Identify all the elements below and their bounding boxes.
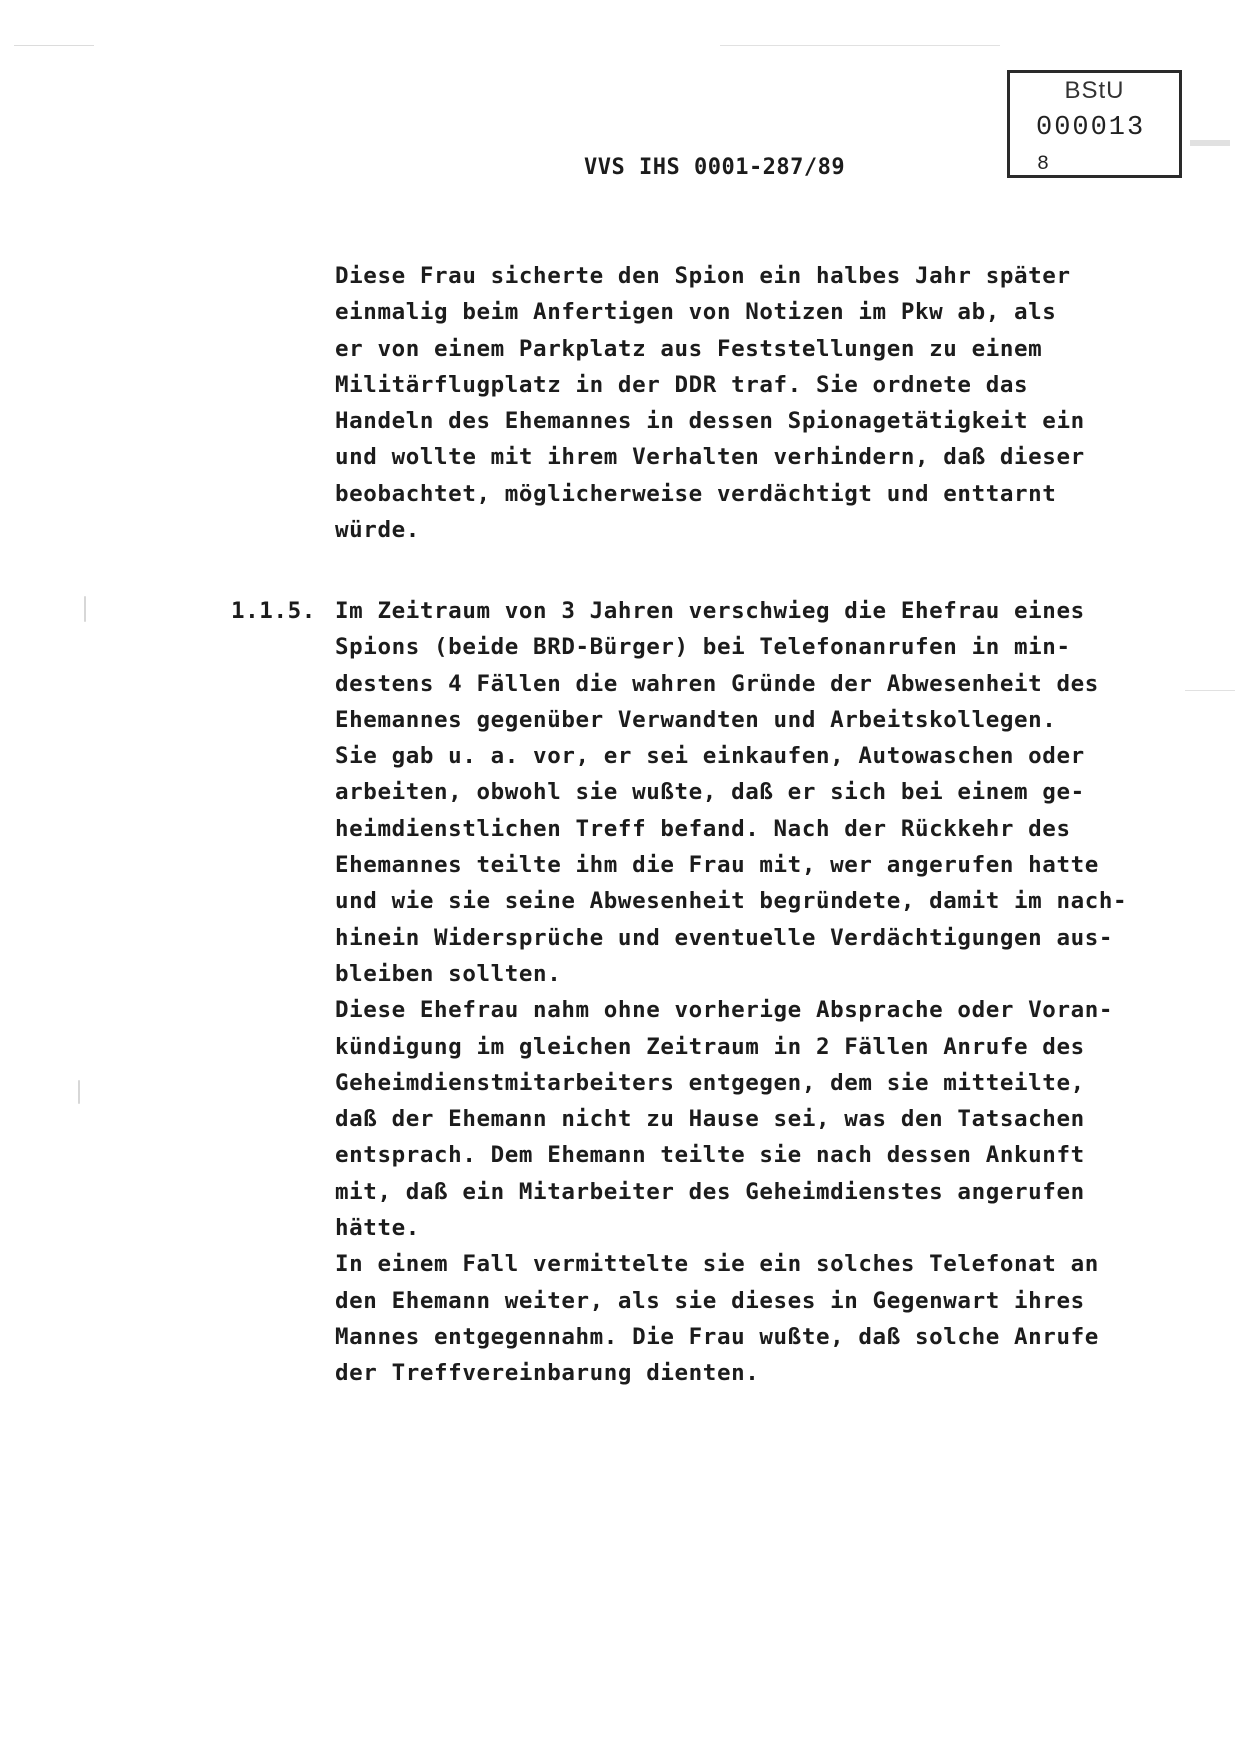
text-line: und wie sie seine Abwesenheit begründete, damit im nach- bbox=[335, 888, 1128, 915]
text-line: Spions (beide BRD-Bürger) bei Telefonanrufen in min- bbox=[335, 634, 1071, 661]
text-line: destens 4 Fällen die wahren Gründe der Abwesenheit des bbox=[335, 670, 1099, 697]
text-line: Diese Frau sicherte den Spion ein halbes Jahr später bbox=[335, 263, 1071, 289]
text-line: beobachtet, möglicherweise verdächtigt und enttarnt bbox=[335, 480, 1057, 507]
text-line: Diese Ehefrau nahm ohne vorherige Absprache oder Voran- bbox=[335, 997, 1114, 1024]
scan-artifact bbox=[1190, 140, 1230, 146]
document-reference: VVS IHS 0001-287/89 bbox=[584, 155, 846, 180]
scan-artifact bbox=[84, 596, 86, 622]
text-line: bleiben sollten. bbox=[335, 960, 562, 987]
paragraph-1 bbox=[335, 258, 1165, 548]
text-line: Ehemannes teilte ihm die Frau mit, wer angerufen hatte bbox=[335, 852, 1099, 879]
section-number: 1.1.5. bbox=[231, 598, 316, 624]
stamp-folio-number: 000013 bbox=[1036, 113, 1146, 143]
scan-artifact bbox=[14, 45, 94, 46]
text-line: Ehemannes gegenüber Verwandten und Arbeitskollegen. bbox=[335, 706, 1057, 733]
text-line: heimdienstlichen Treff befand. Nach der Rückkehr des bbox=[335, 815, 1071, 842]
text-line: der Treffvereinbarung dienten. bbox=[335, 1360, 760, 1387]
scan-artifact bbox=[720, 45, 1000, 46]
text-line: Sie gab u. a. vor, er sei einkaufen, Autowaschen oder bbox=[335, 743, 1085, 770]
text-line: würde. bbox=[335, 517, 420, 544]
text-line: mit, daß ein Mitarbeiter des Geheimdienstes angerufen bbox=[335, 1178, 1085, 1205]
stamp-archive-label: BStU bbox=[1064, 77, 1125, 104]
text-line: hinein Widersprüche und eventuelle Verdächtigungen aus- bbox=[335, 924, 1114, 951]
text-line: Im Zeitraum von 3 Jahren verschwieg die Ehefrau eines bbox=[335, 598, 1085, 624]
stamp-page-number: 8 bbox=[1037, 153, 1050, 176]
text-line: kündigung im gleichen Zeitraum in 2 Fällen Anrufe des bbox=[335, 1033, 1085, 1060]
archive-stamp bbox=[1007, 70, 1182, 178]
text-line: und wollte mit ihrem Verhalten verhindern, daß dieser bbox=[335, 444, 1085, 471]
text-line: In einem Fall vermittelte sie ein solches Telefonat an bbox=[335, 1251, 1099, 1278]
text-line: er von einem Parkplatz aus Feststellungen zu einem bbox=[335, 335, 1043, 362]
text-line: arbeiten, obwohl sie wußte, daß er sich bei einem ge- bbox=[335, 779, 1085, 806]
scan-artifact bbox=[1185, 690, 1235, 691]
text-line: entsprach. Dem Ehemann teilte sie nach dessen Ankunft bbox=[335, 1142, 1085, 1169]
scan-artifact bbox=[78, 1080, 80, 1104]
text-line: daß der Ehemann nicht zu Hause sei, was den Tatsachen bbox=[335, 1106, 1085, 1133]
text-line: Mannes entgegennahm. Die Frau wußte, daß solche Anrufe bbox=[335, 1323, 1099, 1350]
text-line: den Ehemann weiter, als sie dieses in Gegenwart ihres bbox=[335, 1287, 1085, 1314]
text-line: einmalig beim Anfertigen von Notizen im Pkw ab, als bbox=[335, 299, 1057, 326]
section-1-1-5-body bbox=[335, 593, 1165, 1392]
text-line: Militärflugplatz in der DDR traf. Sie ordnete das bbox=[335, 371, 1029, 398]
text-line: hätte. bbox=[335, 1215, 420, 1242]
text-line: Geheimdienstmitarbeiters entgegen, dem sie mitteilte, bbox=[335, 1069, 1085, 1096]
text-line: Handeln des Ehemannes in dessen Spionagetätigkeit ein bbox=[335, 408, 1085, 435]
